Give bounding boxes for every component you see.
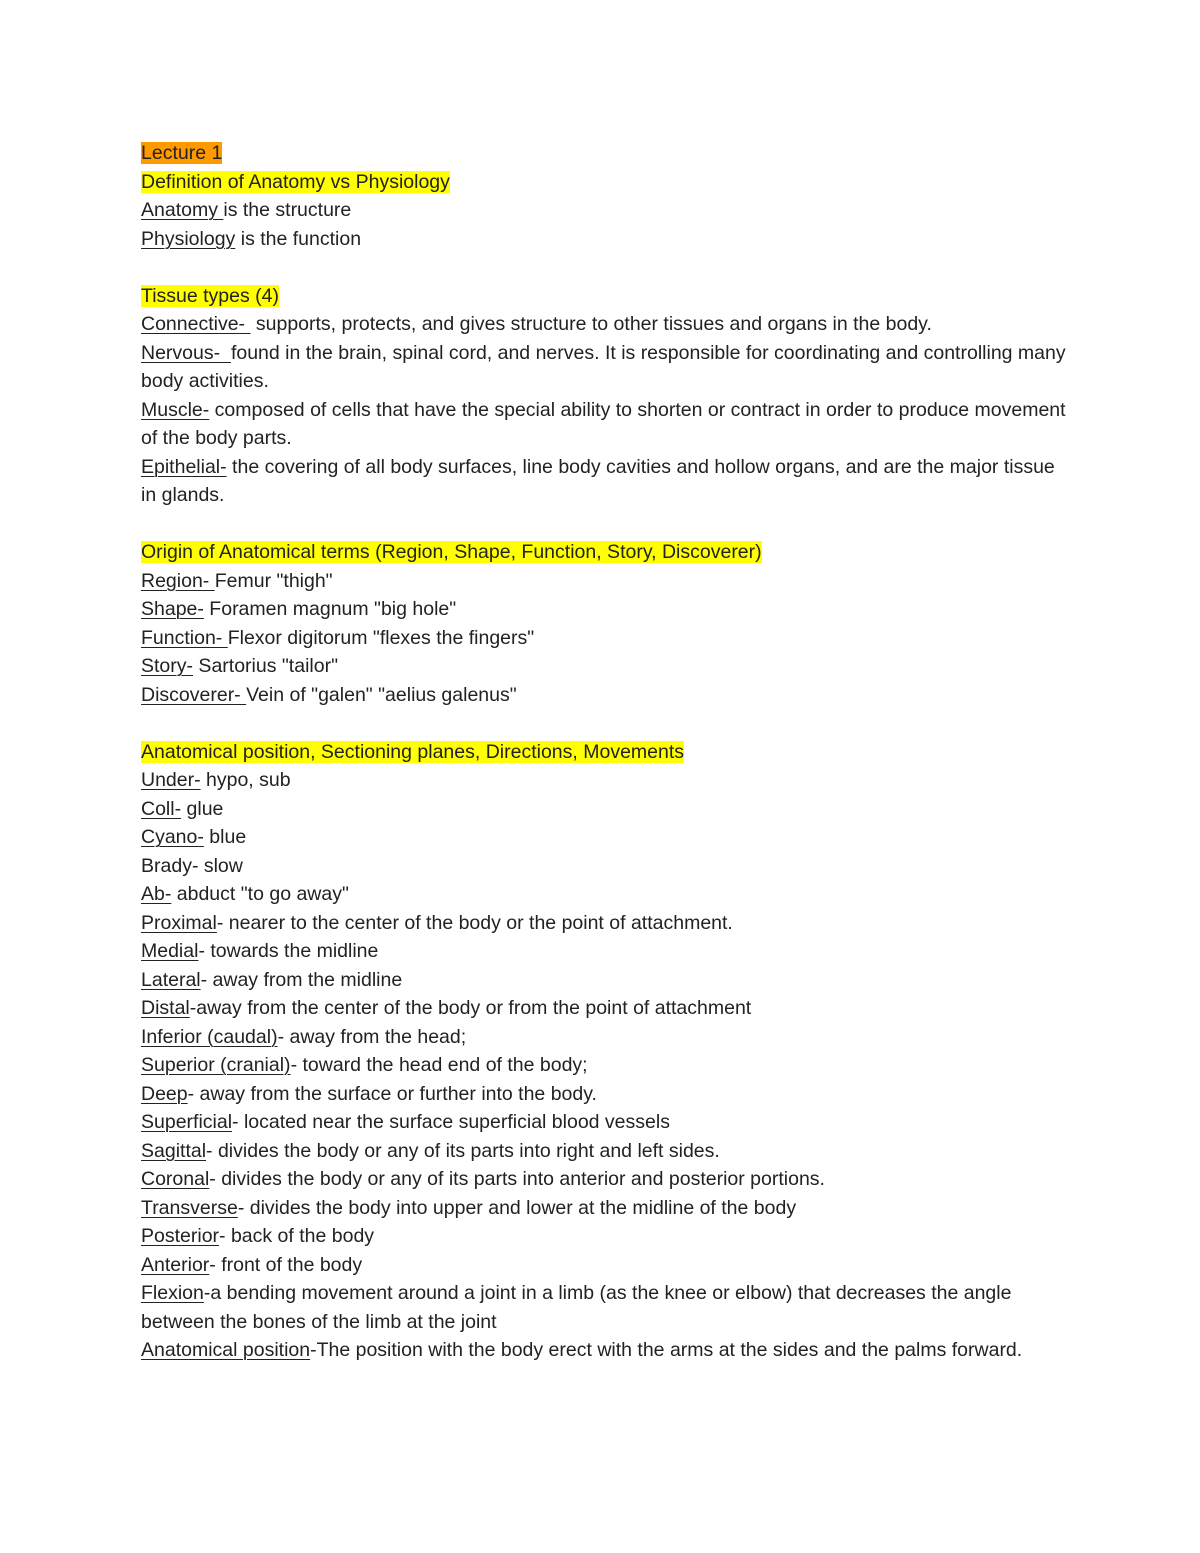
definition-text: Foramen magnum "big hole" (203, 598, 457, 620)
definition-text: - away from the head; (277, 1025, 467, 1048)
definition-item (141, 681, 1071, 710)
definition-term: Connective- (141, 313, 251, 335)
definition-term: Coll- (141, 797, 182, 820)
definition-term: Flexion (141, 1282, 204, 1304)
definition-item (141, 1336, 1071, 1365)
definition-term: Coronal (141, 1168, 210, 1190)
definition-item (141, 795, 1071, 824)
section-heading: Tissue types (4) (141, 284, 279, 307)
lecture-title-line (141, 139, 1071, 168)
section-heading: Definition of Anatomy vs Physiology (141, 170, 450, 193)
definition-term: Shape- (141, 598, 204, 620)
document-body (141, 139, 1071, 1365)
definition-item (141, 196, 1071, 225)
definition-item (141, 1222, 1071, 1251)
definition-text: Femur "thigh" (214, 569, 333, 592)
definition-item (141, 453, 1071, 510)
blank-line (141, 253, 1071, 282)
definition-term: Nervous- (141, 341, 231, 364)
definition-term: Physiology (141, 227, 236, 250)
section-heading: Origin of Anatomical terms (Region, Shape, Function, Story, Discoverer) (141, 541, 762, 563)
definition-item (141, 880, 1071, 909)
definition-text: is the structure (223, 199, 352, 221)
sections-container (141, 168, 1071, 1365)
definition-item (141, 225, 1071, 254)
definition-text: - nearer to the center of the body or the point of attachment. (216, 911, 733, 934)
definition-text: Flexor digitorum "flexes the fingers" (227, 626, 535, 649)
definition-item (141, 1137, 1071, 1166)
definition-term: Story- (141, 655, 194, 677)
definition-item (141, 1279, 1071, 1336)
definition-item (141, 994, 1071, 1023)
section-heading-line (141, 282, 1071, 311)
definition-term: Muscle- (141, 398, 210, 421)
definition-text: -a bending movement around a joint in a limb (as the knee or elbow) that decreases the angle between the bones of the limb at the joint (141, 1282, 1012, 1333)
definition-term: Anterior (141, 1253, 210, 1276)
definition-term: Region- (141, 569, 215, 592)
definition-item (141, 766, 1071, 795)
definition-term: Proximal (141, 911, 217, 934)
definition-item (141, 652, 1071, 681)
definition-term: Under- (141, 769, 201, 791)
definition-text: - away from the surface or further into the body. (187, 1082, 597, 1105)
definition-text: - divides the body or any of its parts into anterior and posterior portions. (209, 1168, 825, 1190)
blank-line (141, 510, 1071, 539)
definition-text: composed of cells that have the special ability to shorten or contract in order to produce movement of the body parts. (141, 398, 1066, 449)
definition-term: Ab- (141, 883, 172, 905)
definition-item (141, 1108, 1071, 1137)
definition-text: - divides the body or any of its parts into right and left sides. (206, 1139, 720, 1162)
definition-term: Discoverer- (141, 683, 247, 706)
definition-term: Posterior (141, 1225, 220, 1247)
definition-item (141, 1251, 1071, 1280)
definition-item (141, 1194, 1071, 1223)
definition-text: hypo, sub (200, 769, 291, 791)
definition-text: supports, protects, and gives structure to other tissues and organs in the body. (250, 313, 932, 335)
definition-term: Medial (141, 940, 199, 962)
definition-item (141, 823, 1071, 852)
definition-term: Lateral (141, 968, 201, 991)
definition-item (141, 595, 1071, 624)
definition-term: Epithelial- (141, 455, 227, 478)
definition-text: - front of the body (209, 1253, 363, 1276)
definition-term: Function- (141, 626, 228, 649)
definition-term: Transverse (141, 1196, 238, 1219)
definition-term: Inferior (caudal) (141, 1025, 278, 1048)
definition-term: Deep (141, 1082, 188, 1105)
definition-text: abduct "to go away" (171, 883, 349, 905)
definition-text: Vein of "galen" "aelius galenus" (246, 683, 517, 706)
definition-item (141, 1165, 1071, 1194)
blank-line (141, 709, 1071, 738)
definition-text: glue (181, 797, 224, 820)
lecture-title: Lecture 1 (141, 142, 223, 164)
definition-text: the covering of all body surfaces, line body cavities and hollow organs, and are the major tissue in glands. (141, 455, 1055, 506)
definition-term: Anatomy (141, 199, 224, 221)
definition-text: -away from the center of the body or from the point of attachment (189, 997, 752, 1019)
definition-item (141, 966, 1071, 995)
section-heading-line (141, 738, 1071, 767)
definition-text: - toward the head end of the body; (290, 1054, 588, 1076)
section-heading: Anatomical position, Sectioning planes, Directions, Movements (141, 740, 685, 763)
section-heading-line (141, 538, 1071, 567)
definition-term: Superficial (141, 1111, 233, 1133)
section-heading-line (141, 168, 1071, 197)
definition-item (141, 396, 1071, 453)
definition-term: Anatomical position (141, 1339, 311, 1361)
definition-item (141, 937, 1071, 966)
definition-text: Brady- slow (141, 854, 243, 877)
definition-text: - towards the midline (198, 940, 379, 962)
definition-item (141, 852, 1071, 881)
definition-item (141, 339, 1071, 396)
definition-item (141, 1051, 1071, 1080)
definition-text: - away from the midline (200, 968, 403, 991)
definition-item (141, 567, 1071, 596)
definition-text: -The position with the body erect with the arms at the sides and the palms forward. (310, 1339, 1023, 1361)
definition-text: - located near the surface superficial blood vessels (232, 1111, 670, 1133)
definition-text: is the function (235, 227, 362, 250)
definition-item (141, 909, 1071, 938)
definition-item (141, 1023, 1071, 1052)
definition-item (141, 1080, 1071, 1109)
definition-text: - back of the body (219, 1225, 375, 1247)
definition-item (141, 624, 1071, 653)
definition-term: Cyano- (141, 826, 204, 848)
definition-text: blue (203, 826, 247, 848)
definition-item (141, 310, 1071, 339)
definition-text: - divides the body into upper and lower at the midline of the body (237, 1196, 797, 1219)
definition-term: Superior (cranial) (141, 1054, 291, 1076)
definition-term: Distal (141, 997, 190, 1019)
definition-text: found in the brain, spinal cord, and nerves. It is responsible for coordinating and controlling many body activities. (141, 341, 1066, 392)
definition-text: Sartorius "tailor" (193, 655, 338, 677)
definition-term: Sagittal (141, 1139, 207, 1162)
